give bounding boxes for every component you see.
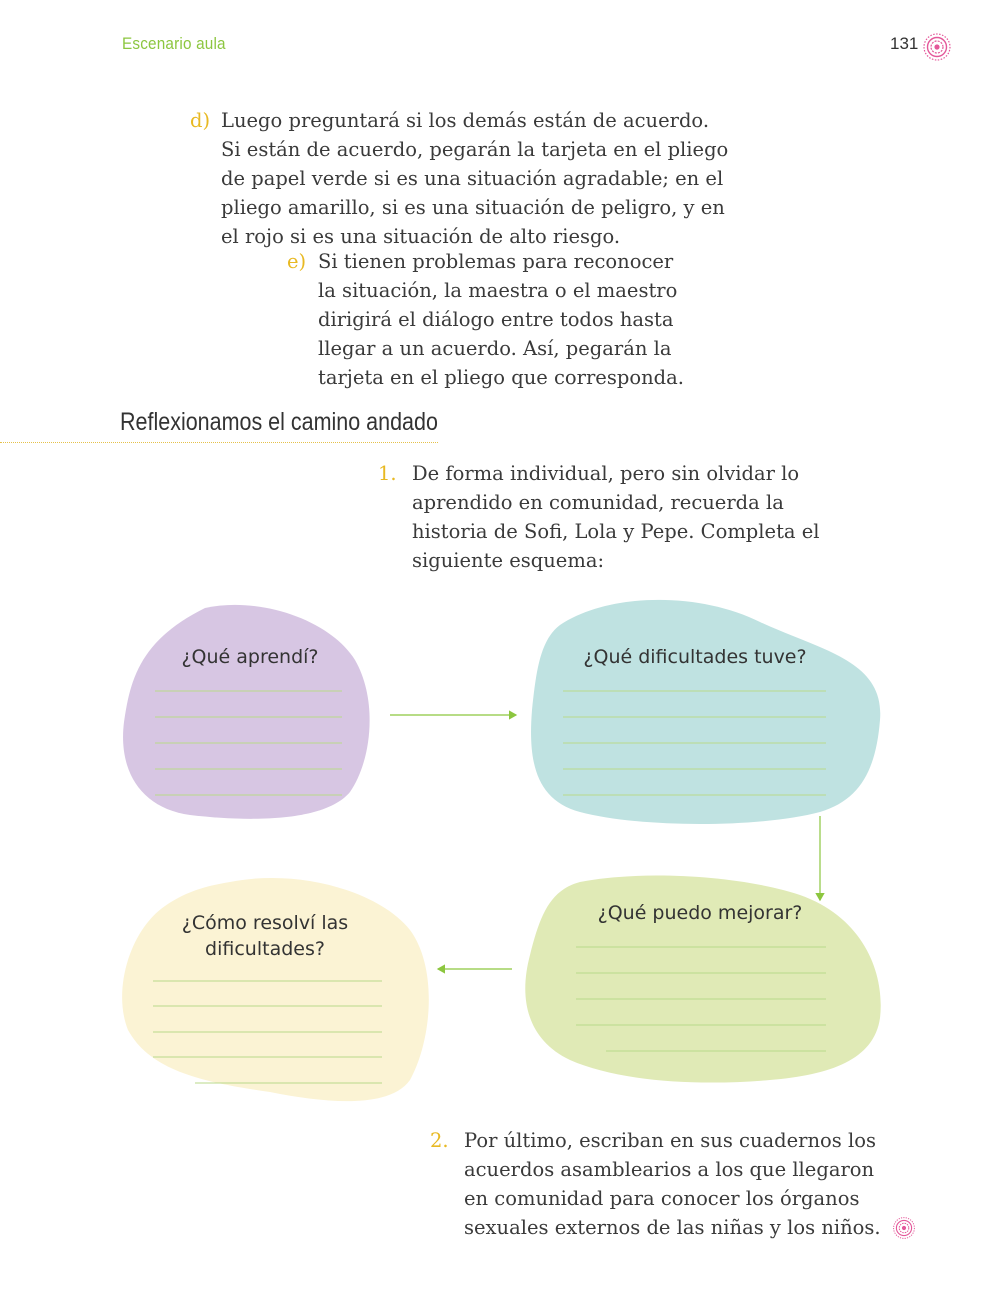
- prompt-dificultades: ¿Qué dificultades tuve?: [583, 646, 807, 668]
- prompt-mejorar: ¿Qué puedo mejorar?: [597, 902, 803, 924]
- item-marker: d): [190, 109, 211, 132]
- blob-aprendi: [123, 605, 370, 819]
- item-text: Por último, escriban en sus cuadernos los acuerdos asamblearios a los que llegaron en comunidad para conocer los órganos sexuales externos de las niñas y los niños.: [464, 1129, 881, 1239]
- section-header: Escenario aula: [122, 34, 226, 53]
- item-text: Si tienen problemas para reconocer la situación, la maestra o el maestro dirigirá el diálogo entre todos hasta llegar a un acuerdo. Así, pegarán la tarjeta en el pliego que corresponda.: [318, 250, 684, 389]
- page-number: 131: [890, 34, 919, 53]
- blob-dificultades: [531, 600, 880, 824]
- item-marker: 1.: [378, 462, 397, 485]
- item-marker: 2.: [430, 1129, 449, 1152]
- item-marker: e): [287, 250, 307, 273]
- item-text: Luego preguntará si los demás están de acuerdo. Si están de acuerdo, pegarán la tarjeta en el pliego de papel verde si es una situación agradable; en el pliego amarillo, si es una situación de peligro, y en el rojo si es una situación de alto riesgo.: [221, 109, 729, 248]
- prompt-aprendi: ¿Qué aprendí?: [181, 646, 319, 668]
- activity-2: [430, 1126, 930, 1242]
- prompt-resolvi: ¿Cómo resolví las dificultades?: [181, 912, 349, 960]
- item-text: De forma individual, pero sin olvidar lo aprendido en comunidad, recuerda la historia de Sofi, Lola y Pepe. Completa el siguiente esquema:: [412, 462, 820, 572]
- mandala-icon: [892, 1216, 916, 1240]
- section-title: Reflexionamos el camino andado: [120, 408, 438, 436]
